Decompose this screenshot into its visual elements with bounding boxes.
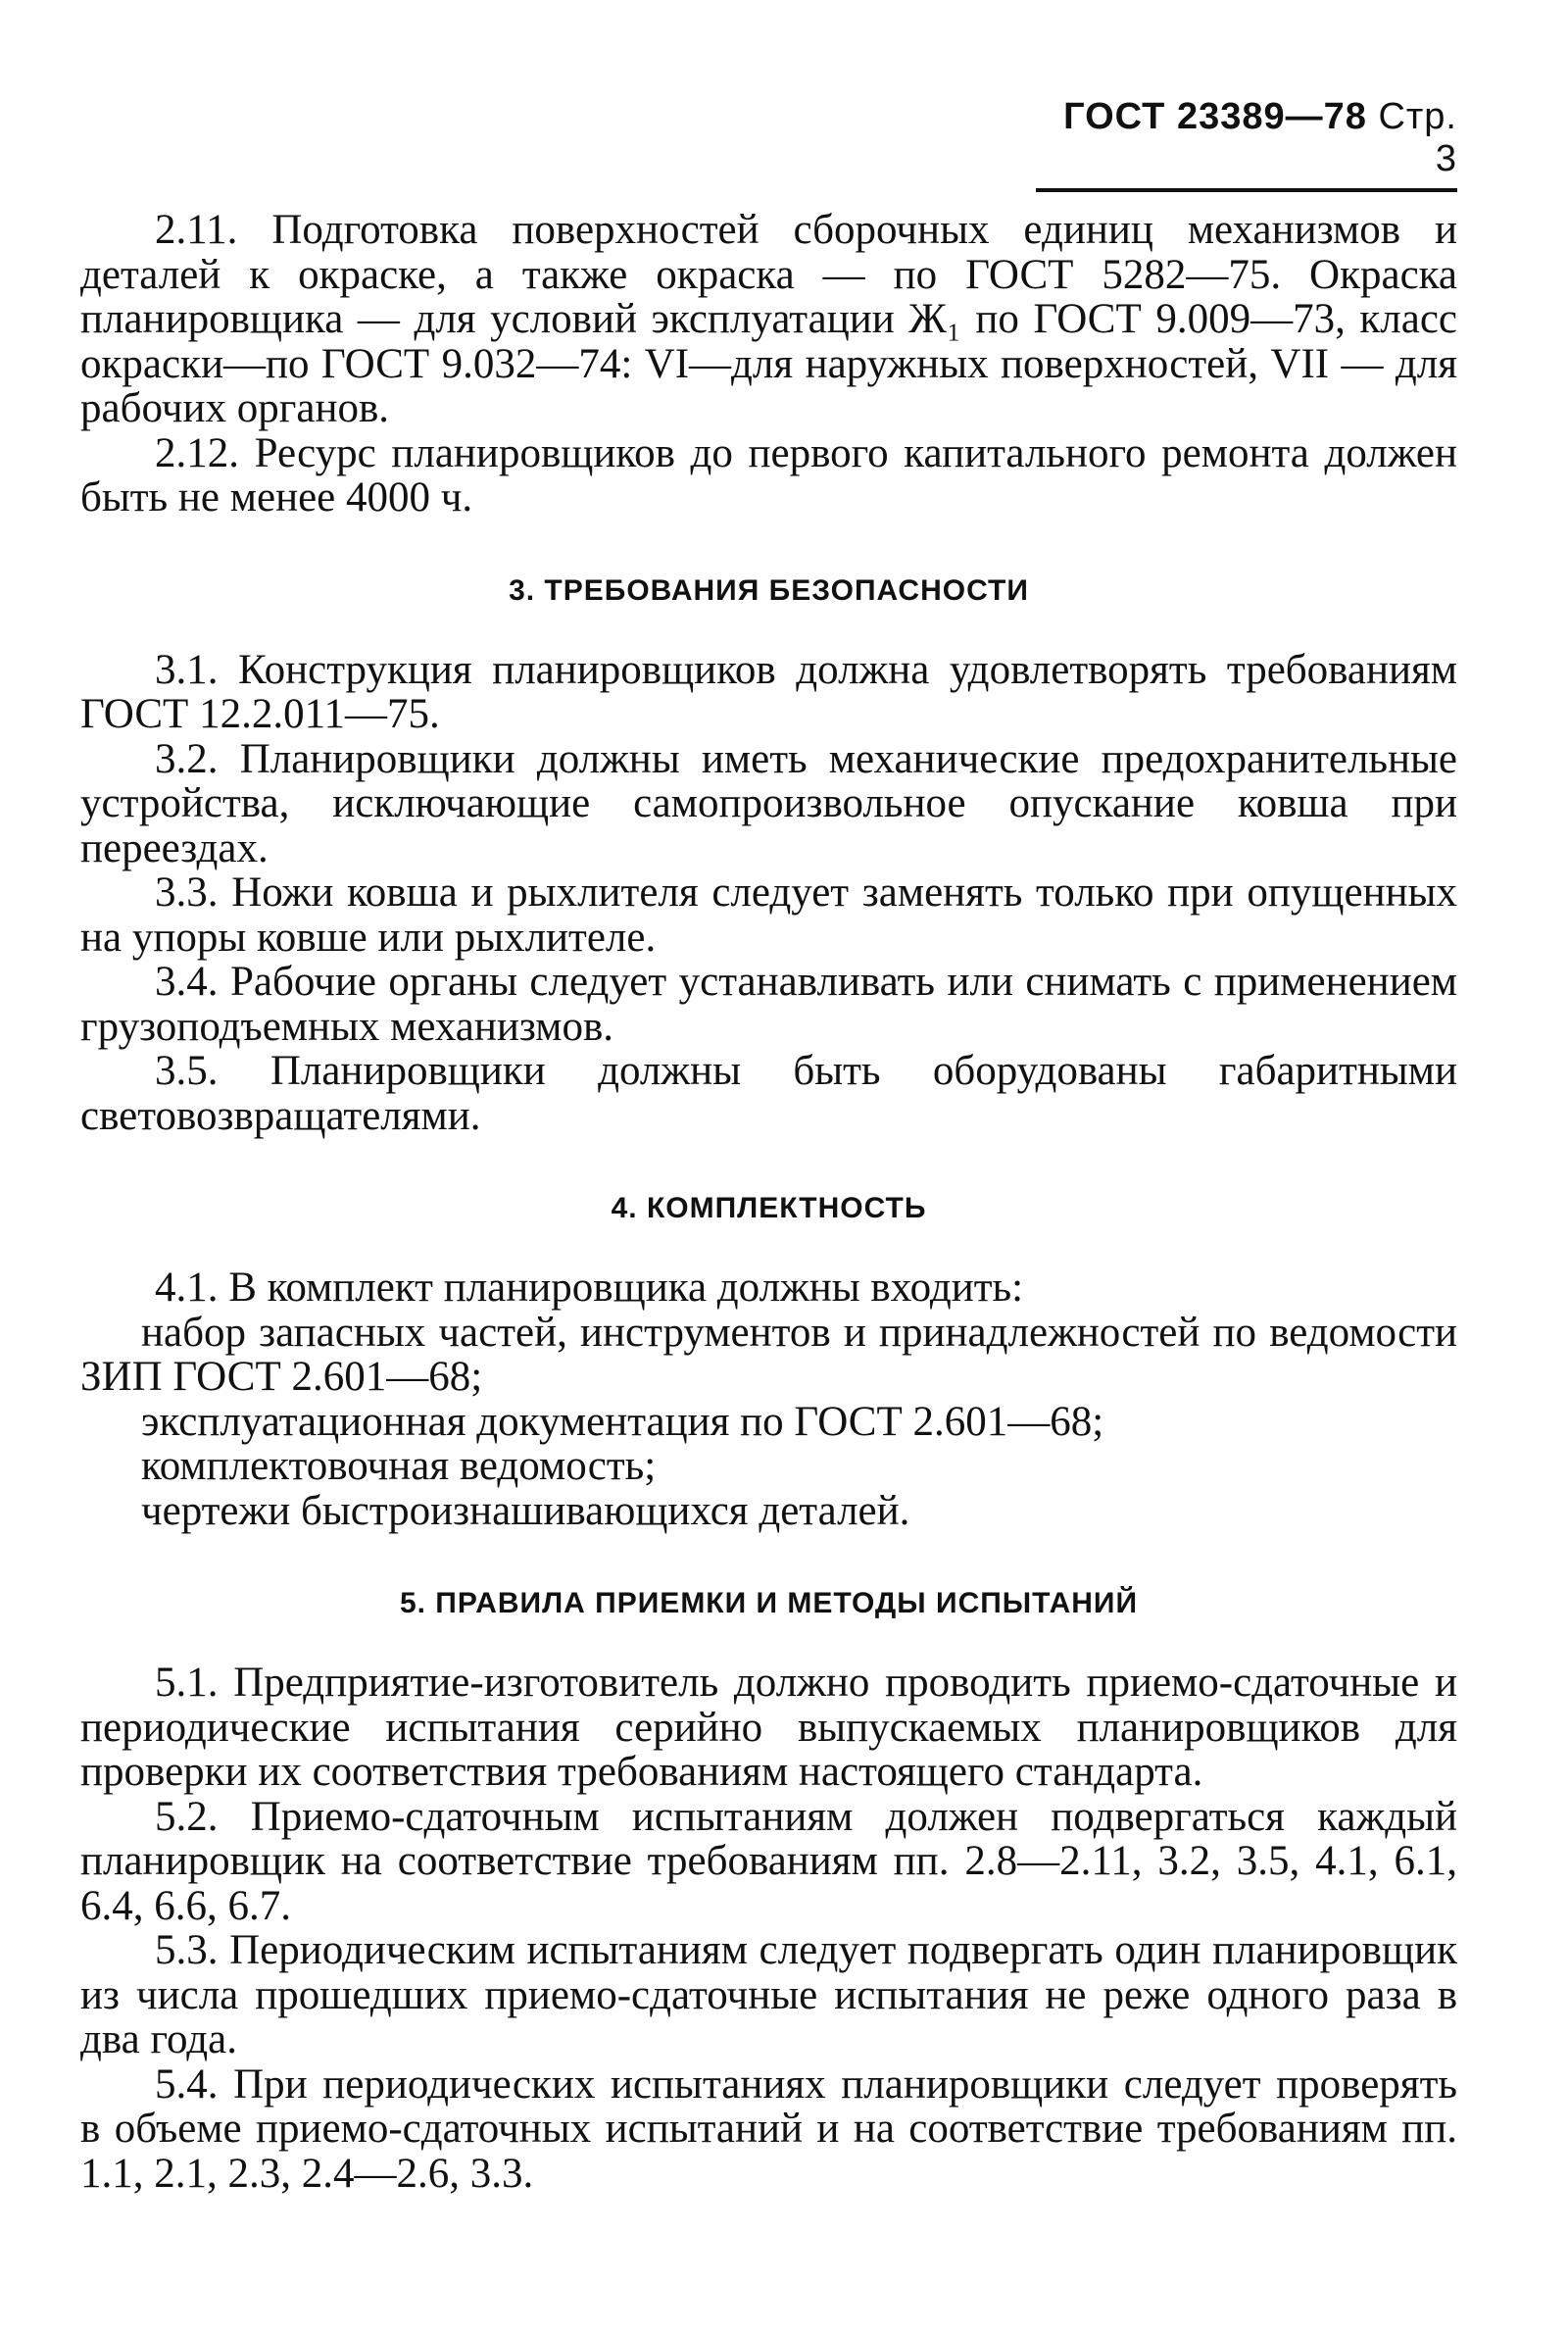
- document-body: [80, 208, 1457, 2196]
- paragraph-3-2: 3.2. Планировщики должны иметь механические предохранительные устройства, исключающие самопроизвольное опускание ковша при переездах.: [80, 735, 1457, 871]
- paragraph-3-1: 3.1. Конструкция планировщиков должна удовлетворять требованиям ГОСТ 12.2.011—75.: [80, 646, 1457, 737]
- paragraph-4-1: 4.1. В комплект планировщика должны входить:: [155, 1265, 1024, 1311]
- paragraph-3-4: 3.4. Рабочие органы следует устанавливать или снимать с применением грузоподъемных механизмов.: [80, 959, 1457, 1050]
- page-number: Стр. 3: [1378, 96, 1457, 179]
- section-title-acceptance: 5. ПРАВИЛА ПРИЕМКИ И МЕТОДЫ ИСПЫТАНИЙ: [399, 1587, 1139, 1619]
- list-item-operation-docs: эксплуатационная документация по ГОСТ 2.601—68;: [141, 1398, 1104, 1445]
- document-code: ГОСТ 23389—78: [1063, 96, 1367, 137]
- paragraph-5-4: 5.4. При периодических испытаниях планировщики следует проверять в объеме приемо-сдаточных испытаний и на соответствие требованиям пп. 1.1, 2.1, 2.3, 2.4—2.6, 3.3.: [80, 2060, 1457, 2197]
- paragraph-5-2: 5.2. Приемо-сдаточным испытаниям должен подвергаться каждый планировщик на соответствие требованиям пп. 2.8—2.11, 3.2, 3.5, 4.1, 6.1, 6.4, 6.6, 6.7.: [80, 1793, 1457, 1929]
- list-item-completion-list: комплектовочная ведомость;: [141, 1443, 657, 1489]
- page-header: [1036, 96, 1457, 192]
- paragraph-3-3: 3.3. Ножи ковша и рыхлителя следует заменять только при опущенных на упоры ковше или рыхлителе.: [80, 869, 1457, 961]
- paragraph-2-11: 2.11. Подготовка поверхностей сборочных единиц механизмов и деталей к окраске, а также окраска — по ГОСТ 5282—75. Окраска планировщика — для условий эксплуатации Ж₁ по ГОСТ 9.009—73, класс окраски—по ГОСТ 9.032—74: VI—для наружных поверхностей, VII — для рабочих органов.: [80, 207, 1457, 431]
- paragraph-5-1: 5.1. Предприятие-изготовитель должно проводить приемо-сдаточные и периодические испытания серийно выпускаемых планировщиков для проверки их соответствия требованиям настоящего стандарта.: [80, 1660, 1457, 1795]
- section-title-safety: 3. ТРЕБОВАНИЯ БЕЗОПАСНОСТИ: [509, 573, 1029, 607]
- paragraph-2-12: 2.12. Ресурс планировщиков до первого капитального ремонта должен быть не менее 4000 ч.: [80, 429, 1457, 521]
- section-title-completeness: 4. КОМПЛЕКТНОСТЬ: [611, 1192, 927, 1224]
- paragraph-3-5: 3.5. Планировщики должны быть оборудованы габаритными световозвращателями.: [80, 1048, 1457, 1139]
- paragraph-5-3: 5.3. Периодическим испытаниям следует подвергать один планировщик из числа прошедших приемо-сдаточные испытания не реже одного раза в два года.: [80, 1927, 1457, 2062]
- list-item-drawings: чертежи быстроизнашивающихся деталей.: [141, 1487, 910, 1534]
- list-item-spare-parts: набор запасных частей, инструментов и принадлежностей по ведомости ЗИП ГОСТ 2.601—68;: [80, 1309, 1457, 1400]
